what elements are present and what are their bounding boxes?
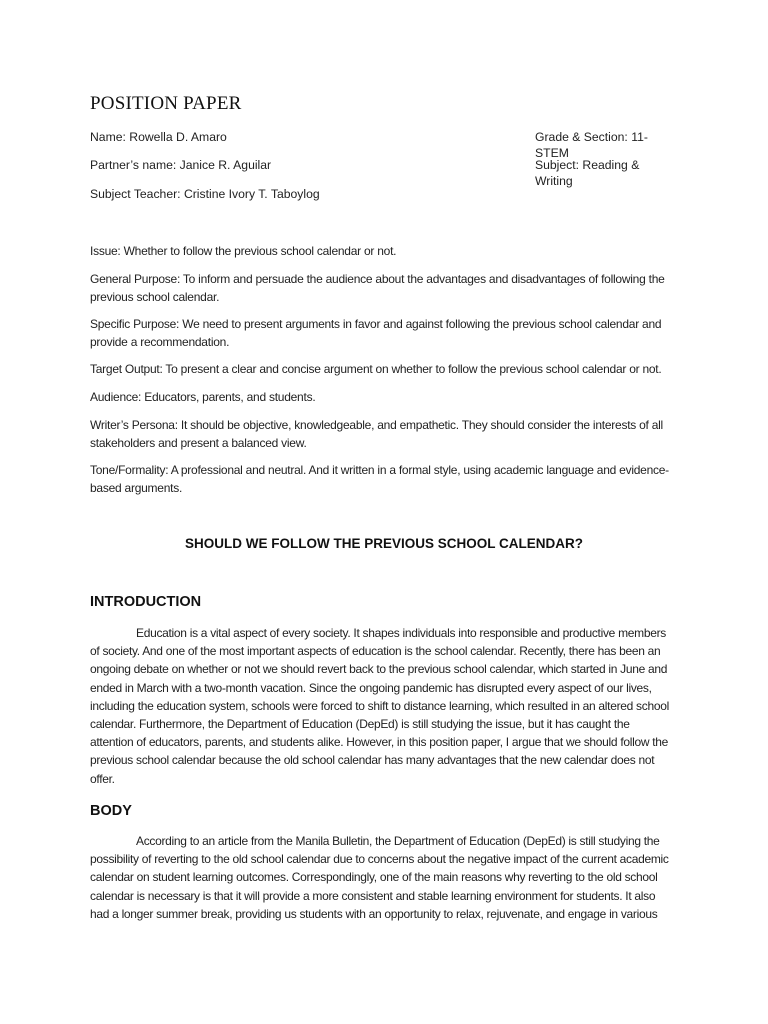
general-purpose-field: General Purpose: To inform and persuade the audience about the advantages and disadvantages of following the previous school calendar.	[90, 272, 665, 304]
partner-name: Partner’s name: Janice R. Aguilar	[90, 158, 272, 172]
document-title: POSITION PAPER	[90, 93, 242, 114]
main-heading: SHOULD WE FOLLOW THE PREVIOUS SCHOOL CALENDAR?	[185, 536, 583, 551]
grade-section: Grade & Section: 11-STEM	[535, 130, 648, 160]
body-paragraph: According to an article from the Manila Bulletin, the Department of Education (DepEd) is still studying the possibility of reverting to the old school calendar due to concerns about the negative impact of the current academic calendar on student learning outcomes. Correspondingly, one of the main reasons why reverting to the old school calendar is necessary is that it will provide a more consistent and stable learning environment for students. It also had a longer summer break, providing us students with an opportunity to relax, rejuvenate, and engage in various	[90, 834, 669, 921]
introduction-paragraph: Education is a vital aspect of every society. It shapes individuals into responsible and productive members of society. And one of the most important aspects of education is the school calendar. Recently, there has been an ongoing debate on whether or not we should revert back to the previous school calendar, which started in June and ended in March with a two-month vacation. Since the ongoing pandemic has disrupted every aspect of our lives, including the education system, schools were forced to shift to distance learning, which resulted in an altered school calendar. Furthermore, the Department of Education (DepEd) is still studying the issue, but it has caught the attention of educators, parents, and students alike. However, in this position paper, I argue that we should follow the previous school calendar because the old school calendar has many advantages that the new calendar does not offer.	[90, 626, 669, 786]
specific-purpose-field: Specific Purpose: We need to present arguments in favor and against following the previous school calendar and provide a recommendation.	[90, 317, 662, 349]
subject-teacher: Subject Teacher: Cristine Ivory T. Taboylog	[90, 187, 320, 201]
meta-row-teacher	[90, 186, 672, 202]
issue-field: Issue: Whether to follow the previous school calendar or not.	[90, 244, 397, 258]
introduction-heading: INTRODUCTION	[90, 594, 202, 610]
body-heading: BODY	[90, 803, 132, 819]
meta-row-partner	[90, 157, 672, 189]
writers-persona-field: Writer’s Persona: It should be objective, knowledgeable, and empathetic. They should consider the interests of all stakeholders and present a balanced view.	[90, 418, 663, 450]
student-name: Name: Rowella D. Amaro	[90, 130, 227, 144]
target-output-field: Target Output: To present a clear and concise argument on whether to follow the previous school calendar or not.	[90, 362, 662, 376]
audience-field: Audience: Educators, parents, and students.	[90, 390, 316, 404]
subject: Subject: Reading & Writing	[535, 158, 640, 188]
tone-formality-field: Tone/Formality: A professional and neutral. And it written in a formal style, using academic language and evidence-based arguments.	[90, 463, 669, 495]
